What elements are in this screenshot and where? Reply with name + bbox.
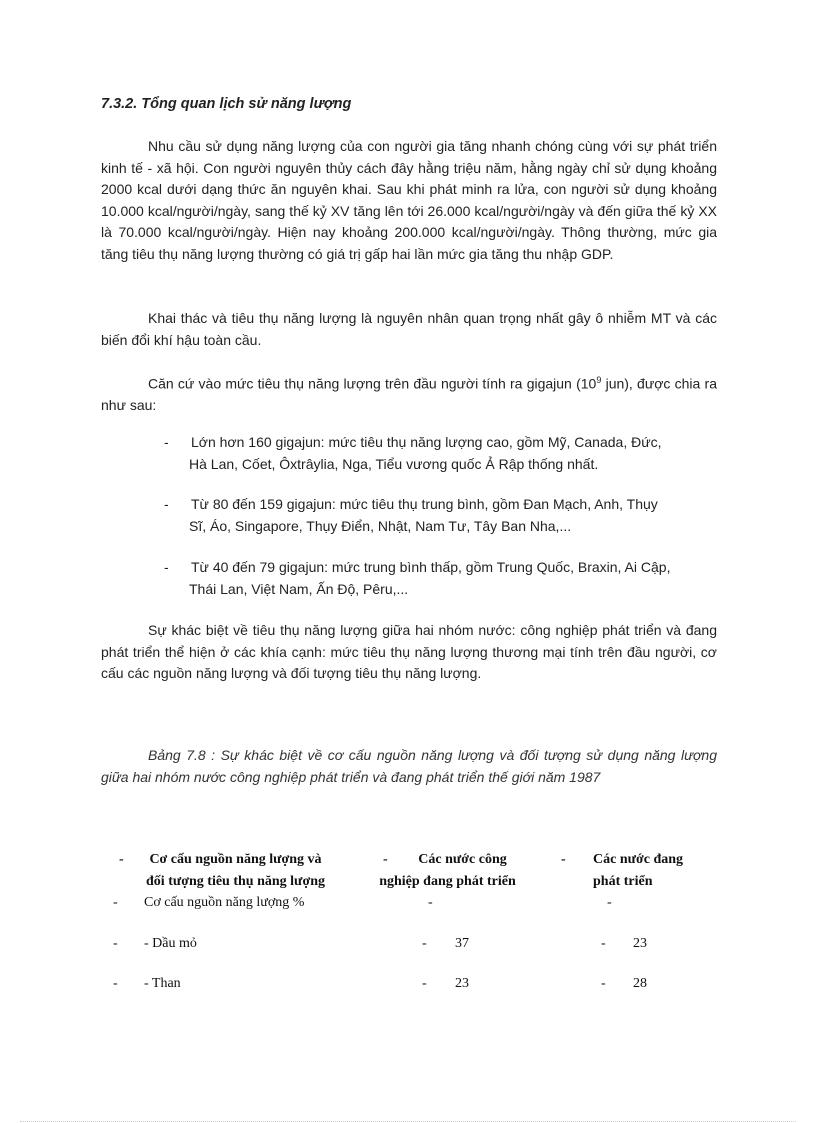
- row-dash: -: [422, 976, 427, 991]
- bullet-dash: -: [164, 559, 169, 575]
- bullet-line: Sĩ, Áo, Singapore, Thụy Điển, Nhật, Nam Tư, Tây Ban Nha,...: [189, 517, 572, 534]
- table-caption: [101, 744, 717, 788]
- row-dash: -: [113, 976, 118, 991]
- bullet-line: Từ 80 đến 159 gigajun: mức tiêu thụ trung bình, gồm Đan Mạch, Anh, Thụy: [191, 496, 658, 512]
- table-cell-label: - Dầu mỏ: [144, 936, 197, 951]
- table-cell-developed: 37: [455, 936, 469, 951]
- table-header-developing: [593, 849, 683, 893]
- table-header-dash: -: [383, 852, 388, 867]
- superscript: 9: [596, 375, 602, 385]
- table-header-energy-structure: [128, 849, 343, 893]
- bullet-dash: -: [164, 434, 169, 450]
- table-header-dash: -: [119, 852, 124, 867]
- paragraph-text: Sự khác biệt về tiêu thụ năng lượng giữa hai nhóm nước: công nghiệp phát triển và đang phát triển thể hiện ở các khía cạnh: mức tiêu thụ năng lượng thương mại tính trên đầu người, cơ cấu các nguồn năng lượng và đối tượng tiêu thụ năng lượng.: [101, 622, 717, 681]
- bullet-item: [164, 494, 717, 537]
- paragraph-energy-history: [101, 136, 717, 265]
- header-line: Cơ cấu nguồn năng lượng và: [149, 852, 322, 867]
- section-heading: 7.3.2. Tổng quan lịch sử năng lượng: [101, 96, 352, 112]
- header-line: nghiệp đang phát triển: [379, 874, 516, 889]
- row-dash: -: [113, 895, 118, 910]
- bullet-item: [164, 557, 717, 600]
- table-cell-developed: 23: [455, 976, 469, 991]
- paragraph-text: Khai thác và tiêu thụ năng lượng là nguyên nhân quan trọng nhất gây ô nhiễm MT và các biến đổi khí hậu toàn cầu.: [101, 310, 717, 348]
- table-cell-label: Cơ cấu nguồn năng lượng %: [144, 895, 305, 910]
- table-header-dash: -: [561, 852, 566, 867]
- header-line: phát triển: [593, 874, 653, 889]
- bullet-line: Từ 40 đến 79 gigajun: mức trung bình thấp, gồm Trung Quốc, Braxin, Ai Cập,: [191, 559, 671, 575]
- header-line: Các nước đang: [593, 852, 684, 867]
- bullet-line: Hà Lan, Cốet, Ôxtrâylia, Nga, Tiểu vương quốc Ả Rập thống nhất.: [189, 455, 599, 472]
- row-dash: -: [113, 936, 118, 951]
- table-cell-label: - Than: [144, 976, 181, 991]
- table-cell-developing: 28: [633, 976, 647, 991]
- row-dash: -: [601, 976, 606, 991]
- row-dash: -: [428, 895, 433, 910]
- paragraph-classification: [101, 370, 717, 417]
- page-footer-divider: [20, 1121, 796, 1122]
- header-line: Các nước công: [418, 852, 507, 867]
- paragraph-text: Căn cứ vào mức tiêu thụ năng lượng trên đầu người tính ra gigajun (10: [148, 375, 597, 392]
- bullet-line: Lớn hơn 160 gigajun: mức tiêu thụ năng lượng cao, gồm Mỹ, Canada, Đức,: [191, 434, 662, 450]
- bullet-line: Thái Lan, Việt Nam, Ấn Độ, Pêru,...: [189, 580, 409, 597]
- bullet-dash: -: [164, 496, 169, 512]
- table-cell-developing: 23: [633, 936, 647, 951]
- row-dash: -: [422, 936, 427, 951]
- paragraph-text: Nhu cầu sử dụng năng lượng của con người gia tăng nhanh chóng cùng với sự phát triển kinh tế - xã hội. Con người nguyên thủy cách đây hằng triệu năm, hằng ngày chỉ sử dụng khoảng 2000 kcal dưới dạng thức ăn nguyên khai. Sau khi phát minh ra lửa, con người sử dụng khoảng 10.000 kcal/người/ngày, sang thế kỷ XV tăng lên tới 26.000 kcal/người/ngày và đến giữa thế kỷ XX là 70.000 kcal/người/ngày. Hiện nay khoảng 200.000 kcal/người/ngày. Thông thường, mức gia tăng tiêu thụ năng lượng thường có giá trị gấp hai lần mức gia tăng thu nhập GDP.: [101, 138, 717, 262]
- row-dash: -: [601, 936, 606, 951]
- header-line: đối tượng tiêu thụ năng lượng: [146, 874, 325, 889]
- bullet-item: [164, 432, 717, 475]
- table-header-developed: [370, 849, 525, 893]
- caption-text: Bảng 7.8 : Sự khác biệt về cơ cấu nguồn năng lượng và đối tượng sử dụng năng lượng giữa hai nhóm nước công nghiệp phát triển và đang phát triển thế giới năm 1987: [101, 747, 717, 785]
- paragraph-differences: [101, 620, 717, 685]
- row-dash: -: [607, 895, 612, 910]
- paragraph-text: jun), được chia ra như sau:: [101, 375, 718, 414]
- paragraph-pollution: [101, 308, 717, 351]
